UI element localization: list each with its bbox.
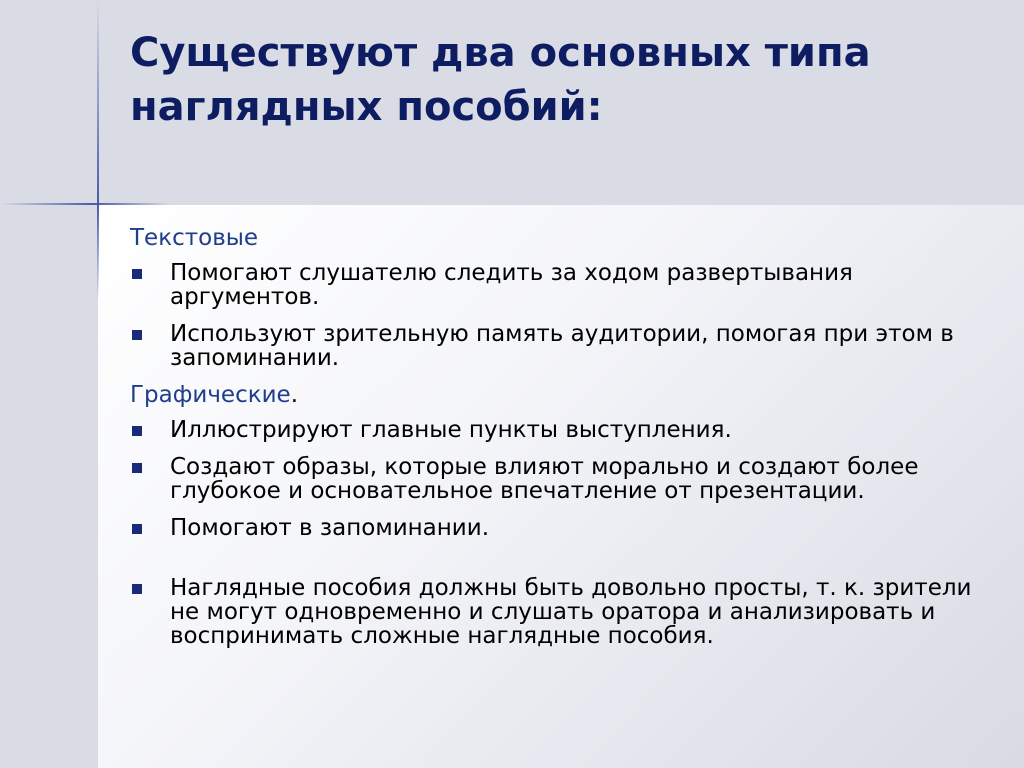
section-heading-graphic-suffix: . (290, 382, 299, 408)
list-item-text: Иллюстрируют главные пункты выступления. (170, 417, 732, 443)
section-heading-text (130, 226, 990, 250)
list-item (130, 455, 990, 503)
list-item (130, 418, 990, 442)
star-sparkle-horizontal (0, 203, 170, 205)
list-item-text: Создают образы, которые влияют морально и создают более глубокое и основательное впечатление от презентации. (170, 454, 919, 504)
square-bullet-icon (132, 524, 142, 534)
section-heading-text-label: Текстовые (130, 225, 259, 251)
left-band (0, 205, 98, 768)
star-sparkle-vertical (97, 0, 99, 300)
final-bullet-list (130, 576, 990, 648)
spacer (130, 553, 990, 576)
list-item (130, 516, 990, 540)
square-bullet-icon (132, 269, 142, 279)
list-item-text: Наглядные пособия должны быть довольно просты, т. к. зрители не могут одновременно и слушать оратора и анализировать и воспринимать сложные наглядные пособия. (170, 575, 972, 649)
square-bullet-icon (132, 330, 142, 340)
section-heading-graphic (130, 383, 990, 407)
square-bullet-icon (132, 426, 142, 436)
list-item-text: Помогают в запоминании. (170, 515, 490, 541)
square-bullet-icon (132, 463, 142, 473)
list-item-text: Помогают слушателю следить за ходом развертывания аргументов. (170, 260, 853, 310)
graphic-bullet-list (130, 418, 990, 540)
section-heading-graphic-label: Графические (130, 382, 291, 408)
slide-content (130, 226, 990, 661)
list-item (130, 322, 990, 370)
list-item (130, 576, 990, 648)
list-item-text: Используют зрительную память аудитории, помогая при этом в запоминании. (170, 321, 954, 371)
text-bullet-list (130, 261, 990, 370)
list-item (130, 261, 990, 309)
slide-title: Существуют два основных типа наглядных пособий: (130, 30, 871, 130)
square-bullet-icon (132, 584, 142, 594)
